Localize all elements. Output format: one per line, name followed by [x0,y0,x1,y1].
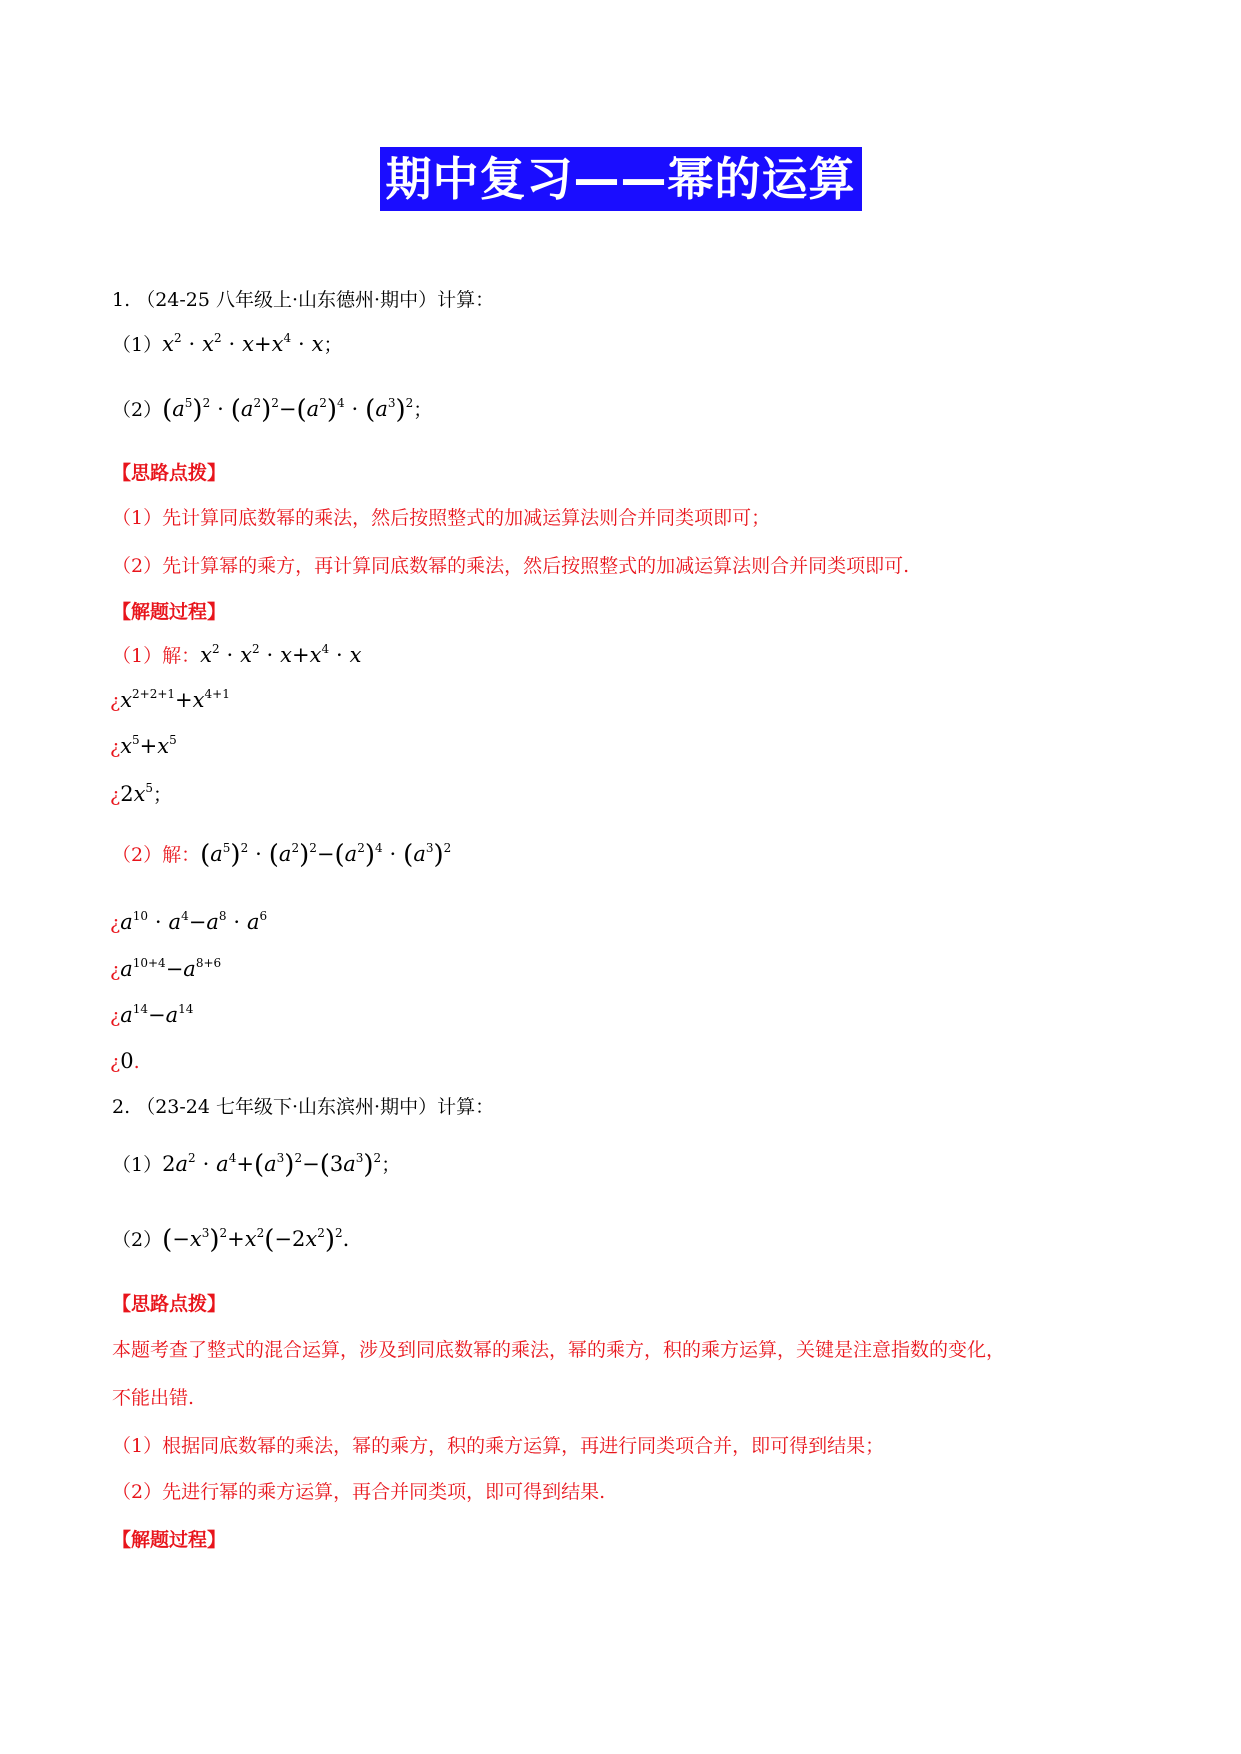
hint-line-1: （1）先计算同底数幂的乘法，然后按照整式的加减运算法则合并同类项即可； [112,507,771,529]
problem-number: 1. [112,289,131,311]
hint-header: 【思路点拨】 [112,462,227,484]
question-label: （1） [112,1154,163,1176]
question-label: （2） [112,399,163,421]
hint-paragraph-line-2: 不能出错. [112,1387,195,1409]
solution-1-step-3: ¿$2x^5$； [110,781,173,806]
math-expression: $2a^2 \cdot a^4+(a^3)^2-(3a^3)^2$ [162,1150,382,1180]
problem-number: 2. [112,1096,131,1118]
equals-glyph: ¿ [110,784,121,806]
problem-2-question-2 [112,1225,349,1255]
problem-1-question-2: $(2)(a^5)^2 \cdot (a^2)^2-(a^2)^4 \cdot (a^3)^2$； [112,395,433,425]
question-label: （1） [112,334,163,356]
problem-2-question-1: $(1)2a^2 \cdot a^4+(a^3)^2-(3a^3)^2$； [112,1150,401,1180]
math-expression: $(a^5)^2 \cdot (a^2)^2-(a^2)^4 \cdot (a^3)^2$ [200,840,452,870]
math-expression: $(a^5)^2 \cdot (a^2)^2-(a^2)^4 \cdot (a^3)^2$ [162,395,414,425]
solution-2-step-3: ¿$a^{14}-a^{14}$ [110,1002,194,1027]
question-label: （2） [112,1229,163,1251]
solution-1-step-1: ¿$x^{2+2+1}+x^{4+1}$ [110,687,230,712]
problem-1-question-1: $(1)x^2 \cdot x^2 \cdot x+x^4 \cdot x$； [112,331,343,356]
solution-1-step-2: ¿$x^5+x^5$ [110,733,177,758]
equals-glyph: ¿ [110,1051,121,1073]
hint-paragraph-line-1: 本题考查了整式的混合运算，涉及到同底数幂的乘法，幂的乘方，积的乘方运算，关键是注意指数的变化， [112,1339,1006,1361]
solution-2-step-2: ¿$a^{10+4}-a^{8+6}$ [110,956,222,981]
solution-header: 【解题过程】 [112,1529,227,1551]
solution-2-step-1: ¿$a^{10} \cdot a^4-a^8 \cdot a^6$ [110,909,268,934]
solution-header: 【解题过程】 [112,601,227,623]
page-title: 期中复习——幂的运算 [380,147,862,211]
math-expression: $(-x^3)^2+x^2(-2x^2)^2$. [162,1225,350,1255]
equals-glyph: ¿ [110,1005,121,1027]
hint-line-2: （2）先进行幂的乘方运算，再合并同类项，即可得到结果. [112,1481,606,1503]
problem-source: （23-24 七年级下·山东滨州·期中）计算： [136,1096,495,1118]
problem-2-header [112,1092,494,1119]
hint-line-1: （1）根据同底数幂的乘法，幂的乘方，积的乘方运算，再进行同类项合并，即可得到结果； [112,1435,885,1457]
problem-source: （24-25 八年级上·山东德州·期中）计算： [136,289,495,311]
equals-glyph: ¿ [110,690,121,712]
math-expression: $x^2 \cdot x^2 \cdot x+x^4 \cdot x$ [200,642,362,667]
solution-label: （1）解： [112,645,201,667]
solution-2-step-4: ¿0. [110,1049,140,1073]
solution-2-start [112,840,451,870]
solution-1-start [112,641,361,668]
hint-line-2: （2）先计算幂的乘方，再计算同底数幂的乘法，然后按照整式的加减运算法则合并同类项即可. [112,555,910,577]
math-expression: $x^2 \cdot x^2 \cdot x+x^4 \cdot x$ [162,331,324,356]
equals-glyph: ¿ [110,736,121,758]
equals-glyph: ¿ [110,912,121,934]
solution-label: （2）解： [112,844,201,866]
equals-glyph: ¿ [110,959,121,981]
problem-1-header [112,285,494,312]
hint-header: 【思路点拨】 [112,1293,227,1315]
